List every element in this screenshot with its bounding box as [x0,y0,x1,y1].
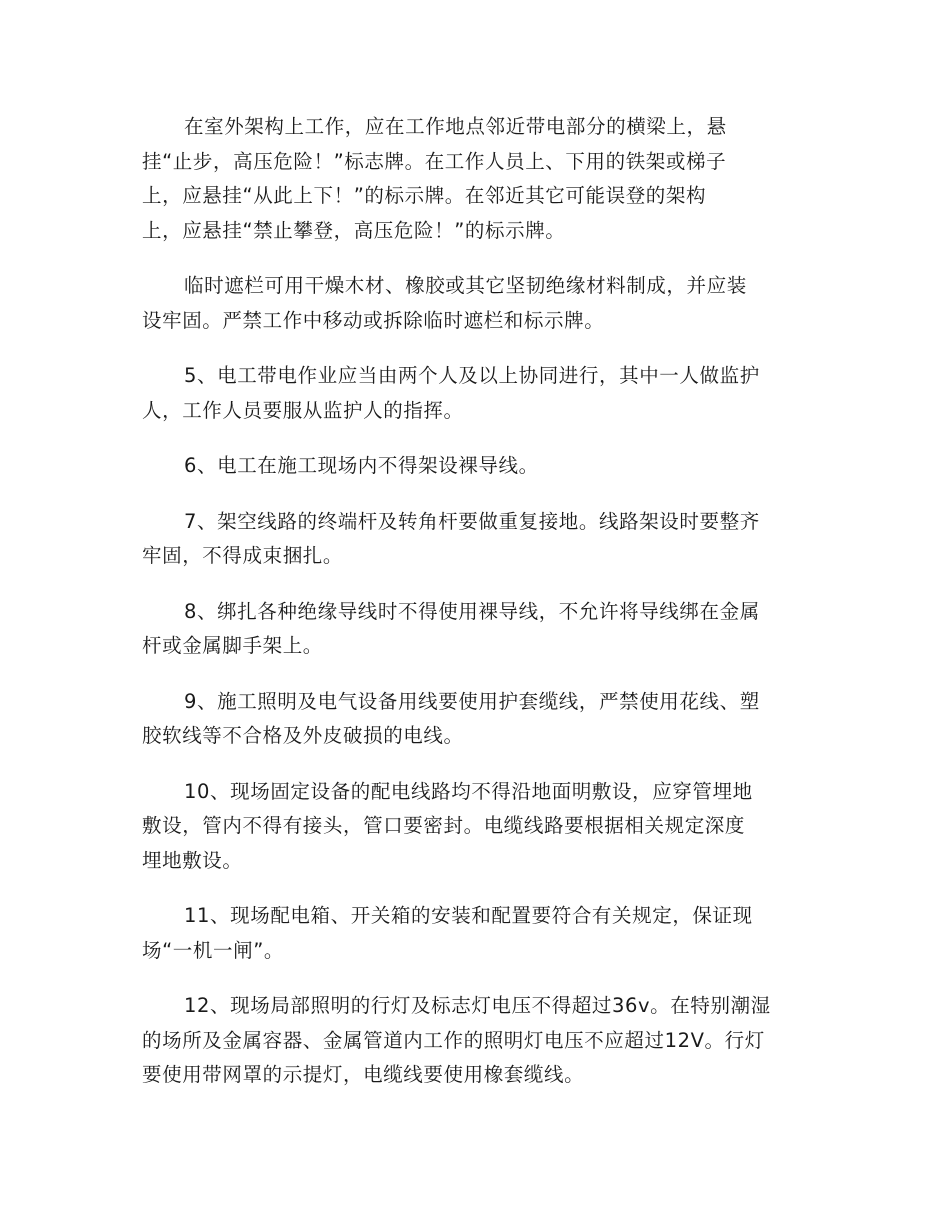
paragraph-line: 6、电工在施工现场内不得架设裸导线。 [184,454,539,477]
paragraph-outdoor-structure-signs [142,110,802,248]
paragraph-line: 人，工作人员要服从监护人的指挥。 [142,398,464,422]
paragraph-line: 7、架空线路的终端杆及转角杆要做重复接地。线路架设时要整齐 [184,509,760,533]
paragraph-line: 8、绑扎各种绝缘导线时不得使用裸导线，不允许将导线绑在金属 [184,599,760,623]
paragraph-item-8 [142,595,802,664]
paragraph-item-9 [142,685,802,754]
paragraph-line: 场“一机一闸”。 [142,938,285,962]
paragraph-line: 上，应悬挂“从此上下！”的标示牌。在邻近其它可能误登的架构 [142,184,707,207]
paragraph-line: 要使用带网罩的示提灯，电缆线要使用橡套缆线。 [142,1063,585,1086]
paragraph-line: 11、现场配电箱、开关箱的安装和配置要符合有关规定，保证现 [184,904,753,927]
paragraph-item-11 [142,899,802,968]
paragraph-line: 在室外架构上工作，应在工作地点邻近带电部分的横梁上，悬 [184,115,727,138]
paragraph-line: 12、现场局部照明的行灯及标志灯电压不得超过36v。在特别潮湿 [184,994,771,1017]
document-body [142,110,802,1114]
paragraph-line: 杆或金属脚手架上。 [142,634,323,657]
paragraph-line: 的场所及金属容器、金属管道内工作的照明灯电压不应超过12V。行灯 [142,1028,765,1052]
paragraph-line: 临时遮栏可用干燥木材、橡胶或其它坚韧绝缘材料制成，并应装 [184,274,747,297]
paragraph-item-7 [142,505,802,574]
paragraph-temporary-barrier [142,269,802,338]
paragraph-line: 挂“止步，高压危险！”标志牌。在工作人员上、下用的铁架或梯子 [142,149,727,173]
paragraph-item-5 [142,359,802,428]
paragraph-line: 牢固，不得成束捆扎。 [142,544,344,567]
paragraph-line: 10、现场固定设备的配电线路均不得沿地面明敷设，应穿管埋地 [184,779,753,803]
paragraph-line: 敷设，管内不得有接头，管口要密封。电缆线路要根据相关规定深度 [142,814,746,837]
paragraph-line: 胶软线等不合格及外皮破损的电线。 [142,724,464,747]
paragraph-line: 上，应悬挂“禁止攀登，高压危险！”的标示牌。 [142,218,566,242]
paragraph-line: 9、施工照明及电气设备用线要使用护套缆线，严禁使用花线、塑 [184,689,760,713]
paragraph-item-12 [142,989,802,1093]
paragraph-item-6 [142,449,802,484]
paragraph-line: 埋地敷设。 [142,848,243,872]
paragraph-item-10 [142,775,802,879]
paragraph-line: 5、电工带电作业应当由两个人及以上协同进行，其中一人做监护 [184,364,760,387]
paragraph-line: 设牢固。严禁工作中移动或拆除临时遮栏和标示牌。 [142,308,605,332]
